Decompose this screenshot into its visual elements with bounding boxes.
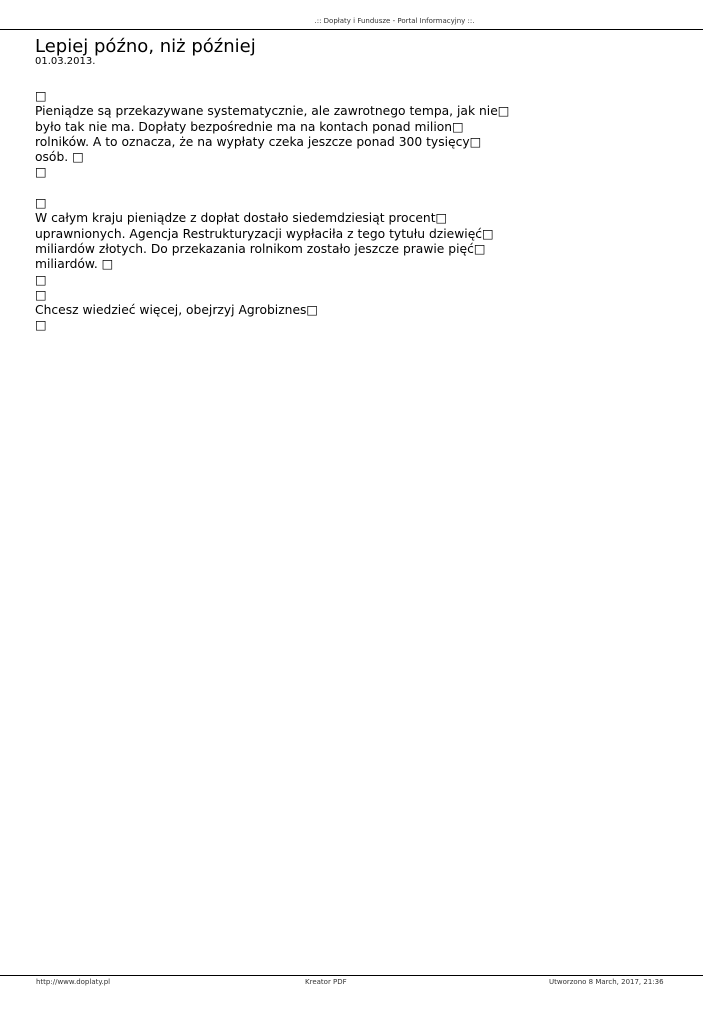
- body-line: miliardów złotych. Do przekazania rolnikom zostało jeszcze prawie pięć□: [35, 241, 486, 256]
- body-line: Pieniądze są przekazywane systematycznie, ale zawrotnego tempa, jak nie□: [35, 104, 510, 119]
- body-line: W całym kraju pieniądze z dopłat dostało siedemdziesiąt procent□: [35, 211, 448, 226]
- footer-url-link[interactable]: http://www.doplaty.pl: [36, 978, 111, 986]
- site-title: .:: Dopłaty i Fundusze - Portal Informacyjny ::.: [314, 17, 475, 25]
- body-line: □: [35, 272, 47, 287]
- body-line: osób. □: [35, 150, 84, 165]
- body-line: Chcesz wiedzieć więcej, obejrzyj Agrobiznes□: [35, 303, 319, 318]
- article-body: [35, 89, 535, 334]
- page-footer: [0, 975, 703, 986]
- body-line: □: [35, 318, 47, 333]
- footer-created-date: Utworzono 8 March, 2017, 21:36: [549, 978, 664, 986]
- article-title: Lepiej późno, niż później: [35, 36, 256, 57]
- body-line: □: [35, 196, 47, 211]
- body-line: □: [35, 287, 47, 302]
- body-line: □: [35, 89, 47, 103]
- body-line: uprawnionych. Agencja Restrukturyzacji wypłaciła z tego tytułu dziewięć□: [35, 226, 494, 241]
- footer-generator: Kreator PDF: [305, 978, 347, 986]
- body-line: [35, 181, 535, 196]
- body-line: było tak nie ma. Dopłaty bezpośrednie ma na kontach ponad milion□: [35, 119, 464, 134]
- article: [35, 37, 535, 334]
- body-line: miliardów. □: [35, 257, 114, 272]
- body-line: rolników. A to oznacza, że na wypłaty czeka jeszcze ponad 300 tysięcy□: [35, 134, 482, 149]
- page-header: [0, 16, 703, 30]
- article-date: 01.03.2013.: [35, 56, 96, 67]
- body-line: □: [35, 165, 47, 180]
